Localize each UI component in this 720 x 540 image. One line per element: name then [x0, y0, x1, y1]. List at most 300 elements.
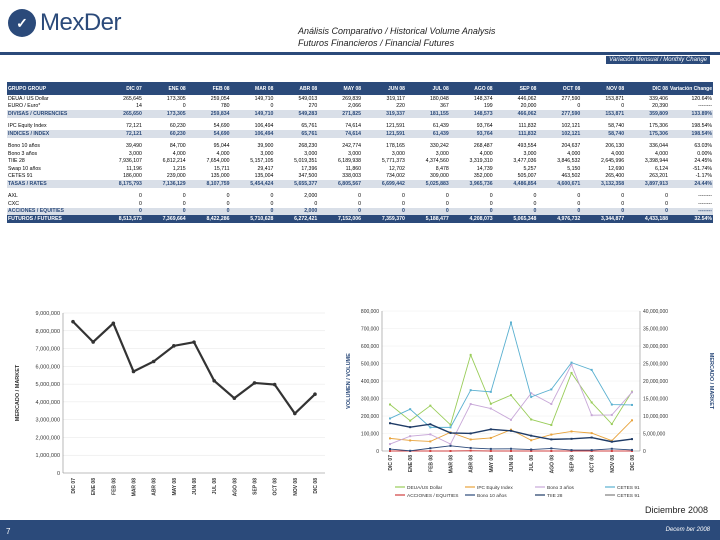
data-point	[293, 412, 297, 416]
table-cell: 0	[402, 193, 405, 200]
table-cell: 3,398,944	[644, 158, 668, 165]
table-cell: 347,500	[298, 173, 318, 180]
table-cell: 259,834	[187, 110, 231, 118]
data-point	[550, 438, 552, 440]
table-cell: 3,000	[523, 150, 537, 157]
x-tick-label: MAR 08	[448, 455, 455, 474]
data-point	[409, 450, 411, 452]
table-cell: 265,400	[605, 173, 625, 180]
table-cell: 11,860	[345, 165, 362, 172]
data-point	[450, 445, 452, 447]
table-cell: 0	[577, 193, 581, 200]
table-cell: 95,044	[213, 143, 230, 150]
table-cell: Swap 10 años	[8, 165, 41, 172]
x-tick-label: NOV 08	[292, 478, 299, 496]
table-cell: CETES 91	[8, 173, 33, 180]
data-point	[591, 401, 593, 403]
column-header: ENE 08	[143, 82, 187, 95]
x-tick-label: ENE 08	[91, 478, 98, 496]
data-point	[530, 396, 532, 398]
table-cell: 20,000	[520, 103, 537, 110]
table-cell: 186,000	[123, 173, 142, 180]
data-point	[429, 447, 431, 449]
table-cell: 4,976,732	[537, 215, 581, 223]
table-cell: 24.44%	[669, 180, 713, 188]
logo-mark-icon: ✓	[8, 9, 36, 37]
data-point	[490, 428, 492, 430]
data-point	[409, 435, 411, 437]
table-cell: 1,215	[172, 165, 186, 172]
y-tick-label: 4,000,000	[35, 399, 60, 406]
data-point	[631, 449, 633, 451]
table-cell: 259,054	[210, 95, 230, 102]
data-point	[470, 403, 472, 405]
table-cell: 3,319,310	[469, 158, 493, 165]
table-cell: 180,048	[429, 95, 449, 102]
table-cell: DIVISAS / CURRENCIES	[7, 110, 99, 118]
table-row	[7, 150, 713, 158]
table-header-row	[7, 82, 713, 95]
table-cell: AXL	[8, 193, 18, 200]
table-cell: 352,000	[473, 173, 493, 180]
table-cell: 178,165	[386, 143, 405, 150]
table-cell: --------	[698, 200, 712, 207]
table-cell: 24.45%	[694, 158, 712, 165]
table-cell: INDICES / INDEX	[7, 130, 99, 138]
y2-tick-label: 10,000,000	[643, 414, 669, 420]
table-cell: 0	[138, 200, 142, 207]
table-cell: 8,107,759	[187, 180, 231, 188]
data-point	[470, 354, 472, 356]
table-cell: 0	[138, 193, 142, 200]
table-cell: 3,897,913	[625, 180, 669, 188]
table-cell: 3,000	[128, 150, 142, 157]
table-cell: 0	[489, 200, 493, 207]
y-tick-label: 8,000,000	[35, 328, 60, 335]
table-cell: 14,739	[476, 165, 493, 172]
column-header: DIC 07	[99, 82, 143, 95]
column-header: Variación Change	[669, 82, 713, 95]
table-cell: 29,417	[257, 165, 274, 172]
y-tick-label: 9,000,000	[35, 311, 60, 317]
volume-table	[7, 82, 713, 223]
data-point	[389, 450, 391, 452]
table-cell: 446,062	[517, 95, 537, 102]
table-cell: 173,305	[143, 110, 187, 118]
table-cell: 463,502	[561, 173, 581, 180]
table-cell: DEUA / US Dollar	[8, 95, 49, 102]
data-point	[132, 370, 136, 374]
table-cell: 0	[270, 193, 274, 200]
table-cell: 14	[136, 103, 142, 110]
data-point	[631, 419, 633, 421]
table-cell: 65,761	[301, 123, 318, 130]
table-cell: 39,490	[125, 143, 142, 150]
data-point	[611, 441, 613, 443]
table-cell: 5,257	[523, 165, 537, 172]
table-cell: 6,189,938	[337, 158, 362, 165]
table-cell: 0	[182, 200, 186, 207]
table-cell: 0	[187, 208, 231, 216]
table-cell: 0	[402, 200, 405, 207]
data-point	[510, 419, 512, 421]
y-tick-label: 0	[56, 471, 60, 477]
data-point	[591, 414, 593, 416]
data-point	[510, 450, 512, 452]
data-point	[550, 447, 552, 449]
y-tick-label: 400,000	[360, 379, 379, 385]
table-cell: TASAS / RATES	[7, 180, 99, 188]
x-tick-label: MAY 08	[488, 455, 495, 473]
data-point	[510, 322, 512, 324]
table-cell: 7,152,006	[318, 215, 362, 223]
table-cell: 181,155	[406, 110, 450, 118]
subtotal-row	[7, 130, 713, 138]
data-point	[429, 433, 431, 435]
table-cell: 106,494	[254, 123, 274, 130]
table-cell: -1.17%	[695, 173, 712, 180]
table-cell: 0	[182, 103, 186, 110]
table-cell: 121,591	[386, 123, 405, 130]
column-header: MAY 08	[318, 82, 362, 95]
table-cell: IPC Equity Index	[8, 123, 47, 130]
data-point	[510, 448, 512, 450]
y-tick-label: 0	[376, 449, 379, 455]
data-point	[530, 439, 532, 441]
data-point	[172, 344, 176, 348]
data-point	[273, 383, 277, 387]
table-cell: 338,003	[342, 173, 362, 180]
table-cell: 3,000	[391, 150, 405, 157]
table-cell: 269,839	[342, 95, 362, 102]
table-cell: 277,590	[561, 95, 581, 102]
table-row	[7, 193, 713, 201]
table-cell: 0	[494, 208, 538, 216]
table-cell: 121,591	[362, 130, 406, 138]
table-cell: 4,000	[611, 150, 625, 157]
data-point	[192, 340, 196, 344]
table-row	[7, 103, 713, 111]
x-tick-label: FEB 08	[428, 455, 435, 472]
table-cell: 4,486,854	[494, 180, 538, 188]
table-cell: 102,121	[561, 123, 581, 130]
footer-bar	[0, 520, 720, 540]
table-cell: 12,702	[389, 165, 405, 172]
table-cell: 74,614	[345, 123, 362, 130]
data-point	[611, 414, 613, 416]
table-cell: 54,690	[213, 123, 230, 130]
mexder-logo	[8, 6, 128, 40]
table-cell: 0	[621, 193, 625, 200]
table-cell: Bono 3 años	[8, 150, 38, 157]
table-cell: 120.64%	[691, 95, 712, 102]
data-point	[313, 392, 317, 396]
table-cell: 3,000	[435, 150, 449, 157]
table-cell: 3,000	[304, 150, 318, 157]
report-date: Diciembre 2008	[644, 505, 708, 515]
table-cell: 5,188,477	[406, 215, 450, 223]
table-row	[7, 165, 713, 173]
table-cell: 3,846,532	[557, 158, 581, 165]
data-point	[631, 438, 633, 440]
table-cell: 0	[621, 103, 625, 110]
subtotal-row	[7, 208, 713, 216]
data-point	[409, 420, 411, 422]
table-cell: 0	[406, 208, 450, 216]
data-point	[611, 404, 613, 406]
page-subtitle: Futuros Financieros / Financial Futures	[298, 38, 455, 48]
table-row	[7, 200, 713, 208]
table-cell: 309,000	[429, 173, 449, 180]
y-tick-label: 5,000,000	[35, 382, 60, 389]
contracts-volume-chart	[340, 305, 715, 505]
y2-tick-label: 20,000,000	[643, 379, 669, 385]
page-number: 7	[6, 527, 11, 536]
table-cell: 7,936,107	[118, 158, 142, 165]
table-cell: CXC	[8, 200, 19, 207]
data-point	[409, 439, 411, 441]
table-cell: 0	[358, 193, 362, 200]
table-cell: 277,590	[537, 110, 581, 118]
table-cell: 319,337	[362, 110, 406, 118]
data-point	[389, 404, 391, 406]
data-point	[450, 426, 452, 428]
table-cell: 153,871	[605, 95, 625, 102]
table-cell: 271,825	[318, 110, 362, 118]
y2-tick-label: 5,000,000	[643, 431, 666, 438]
y-tick-label: 7,000,000	[35, 346, 60, 353]
table-cell: TIIE 28	[8, 158, 25, 165]
table-cell: 58,740	[608, 123, 625, 130]
table-cell: 0	[143, 208, 187, 216]
y-tick-label: 3,000,000	[35, 417, 60, 424]
legend-label: Bono 3 años	[547, 486, 574, 491]
column-header: DIC 08	[625, 82, 669, 95]
header-divider	[0, 52, 720, 55]
table-row	[7, 123, 713, 131]
table-cell: 58,740	[581, 130, 625, 138]
variation-label: Variación Mensual / Monthly Change	[606, 56, 710, 64]
data-point	[429, 426, 431, 428]
data-point	[571, 449, 573, 451]
table-cell: 6,124	[654, 165, 668, 172]
table-cell: 135,004	[254, 173, 274, 180]
data-point	[389, 443, 391, 445]
table-cell: 5,019,351	[294, 158, 318, 165]
table-cell: 175,306	[649, 123, 668, 130]
y-tick-label: 300,000	[360, 396, 379, 403]
table-cell: 493,554	[517, 143, 537, 150]
column-header: MAR 08	[231, 82, 275, 95]
x-tick-label: OCT 08	[589, 455, 596, 473]
column-header: FEB 08	[187, 82, 231, 95]
x-tick-label: NOV 08	[609, 455, 616, 473]
table-cell: 17,396	[301, 165, 318, 172]
legend-label: IPC Equity Index	[477, 486, 513, 491]
x-tick-label: AGO 08	[549, 455, 556, 474]
table-cell: 0	[445, 193, 449, 200]
y2-tick-label: 30,000,000	[643, 344, 669, 350]
table-cell: 12,690	[608, 165, 625, 172]
subtotal-row	[7, 110, 713, 118]
data-point	[591, 369, 593, 371]
data-point	[530, 435, 532, 437]
x-tick-label: SEP 08	[569, 455, 576, 472]
table-cell: 149,710	[254, 95, 274, 102]
table-row	[7, 95, 713, 103]
table-cell: 239,000	[166, 173, 186, 180]
table-cell: ACCIONES / EQUITIES	[7, 208, 99, 216]
table-cell: 780	[220, 103, 230, 110]
table-cell: 61,439	[406, 130, 450, 138]
table-cell: 5,150	[567, 165, 581, 172]
data-point	[490, 403, 492, 405]
table-cell: 0.00%	[697, 150, 712, 157]
data-point	[429, 440, 431, 442]
table-cell: 153,871	[581, 110, 625, 118]
data-point	[470, 447, 472, 449]
table-cell: 0	[270, 200, 274, 207]
x-tick-label: DIC 08	[313, 478, 319, 494]
table-row	[7, 173, 713, 181]
table-cell: 3,000	[260, 150, 274, 157]
table-cell: 2,645,996	[601, 158, 625, 165]
x-tick-label: DIC 07	[71, 478, 77, 494]
series-line	[390, 423, 632, 442]
table-row	[7, 158, 713, 166]
page-header	[298, 25, 495, 49]
data-point	[550, 450, 552, 452]
data-point	[510, 394, 512, 396]
data-point	[490, 448, 492, 450]
data-point	[571, 372, 573, 374]
table-cell: 204,637	[561, 143, 581, 150]
table-cell: 32.54%	[669, 215, 713, 223]
y-axis-label: VOLUMEN / VOLUME	[346, 353, 352, 409]
table-cell: 0	[625, 208, 669, 216]
y-tick-label: 2,000,000	[35, 435, 60, 442]
data-point	[550, 403, 552, 405]
table-cell: -51.74%	[692, 165, 712, 172]
data-point	[571, 362, 573, 364]
column-header: JUL 08	[406, 82, 450, 95]
x-tick-label: AGO 08	[232, 478, 239, 497]
table-cell: 0	[450, 208, 494, 216]
table-cell: 74,614	[318, 130, 362, 138]
x-tick-label: MAR 08	[131, 478, 138, 497]
table-cell: 3,000	[348, 150, 362, 157]
data-point	[530, 418, 532, 420]
x-tick-label: JUN 08	[192, 478, 198, 495]
data-point	[429, 423, 431, 425]
table-cell: 60,230	[143, 130, 187, 138]
table-cell: 8,175,793	[99, 180, 143, 188]
table-cell: 549,013	[298, 95, 318, 102]
table-cell: 5,025,883	[406, 180, 450, 188]
series-line	[73, 322, 315, 414]
table-cell: 220	[396, 103, 405, 110]
y-tick-label: 100,000	[360, 431, 379, 438]
x-tick-label: ABR 08	[468, 455, 475, 473]
table-cell: 0	[621, 200, 625, 207]
table-cell: 7,136,129	[143, 180, 187, 188]
table-cell: 4,374,560	[425, 158, 449, 165]
y2-tick-label: 35,000,000	[643, 326, 669, 333]
table-cell: 0	[533, 200, 537, 207]
table-cell: Bono 10 años	[8, 143, 41, 150]
table-cell: 4,208,073	[450, 215, 494, 223]
legend-label: CETES 91	[617, 494, 640, 499]
table-cell: 198.54%	[691, 123, 712, 130]
data-point	[450, 443, 452, 445]
table-cell: 61,439	[432, 123, 449, 130]
x-tick-label: DIC 07	[388, 455, 394, 471]
table-cell: 60,230	[169, 123, 186, 130]
table-cell: 270	[308, 103, 318, 110]
table-cell: 4,000	[654, 150, 668, 157]
table-cell: 11,196	[126, 165, 142, 172]
table-cell: --------	[669, 208, 713, 216]
data-point	[91, 340, 95, 344]
table-cell: 20,390	[652, 103, 668, 110]
table-cell: 2,000	[274, 208, 318, 216]
column-header: SEP 08	[494, 82, 538, 95]
table-cell: 0	[182, 193, 186, 200]
table-cell: 8,422,286	[187, 215, 231, 223]
data-point	[71, 320, 75, 324]
data-point	[490, 391, 492, 393]
table-cell: 39,900	[257, 143, 274, 150]
table-cell: 268,487	[473, 143, 493, 150]
data-point	[611, 450, 613, 452]
table-cell: 5,157,105	[250, 158, 274, 165]
legend-label: CETES 91	[617, 486, 640, 491]
data-point	[212, 379, 216, 383]
table-cell: 0	[362, 208, 406, 216]
table-cell: 0	[577, 200, 581, 207]
data-point	[112, 321, 116, 325]
data-point	[530, 449, 532, 451]
table-cell: 93,764	[450, 130, 494, 138]
x-tick-label: DIC 08	[630, 455, 636, 471]
table-cell: 242,774	[342, 143, 362, 150]
y2-tick-label: 25,000,000	[643, 361, 669, 368]
y2-axis-label: MERCADO / MARKET	[708, 352, 714, 410]
data-point	[389, 448, 391, 450]
table-cell: 111,832	[494, 130, 538, 138]
data-point	[389, 422, 391, 424]
futures-volume-chart	[5, 305, 335, 510]
table-cell: 4,433,188	[625, 215, 669, 223]
y-tick-label: 800,000	[360, 309, 379, 315]
data-point	[450, 450, 452, 452]
y2-tick-label: 15,000,000	[643, 396, 669, 403]
table-cell: 330,242	[429, 143, 449, 150]
table-cell: 133.89%	[669, 110, 713, 118]
data-point	[611, 448, 613, 450]
data-point	[152, 360, 156, 364]
table-cell: 0	[358, 200, 362, 207]
table-cell: 336,044	[649, 143, 668, 150]
subtotal-row	[7, 180, 713, 188]
table-cell: 199	[483, 103, 493, 110]
table-cell: --------	[698, 193, 712, 200]
table-cell: 3,965,736	[450, 180, 494, 188]
x-tick-label: ENE 08	[408, 455, 415, 473]
logo-text: MexDer	[40, 9, 122, 36]
table-cell: 8,513,573	[99, 215, 143, 223]
table-cell: 4,600,671	[537, 180, 581, 188]
